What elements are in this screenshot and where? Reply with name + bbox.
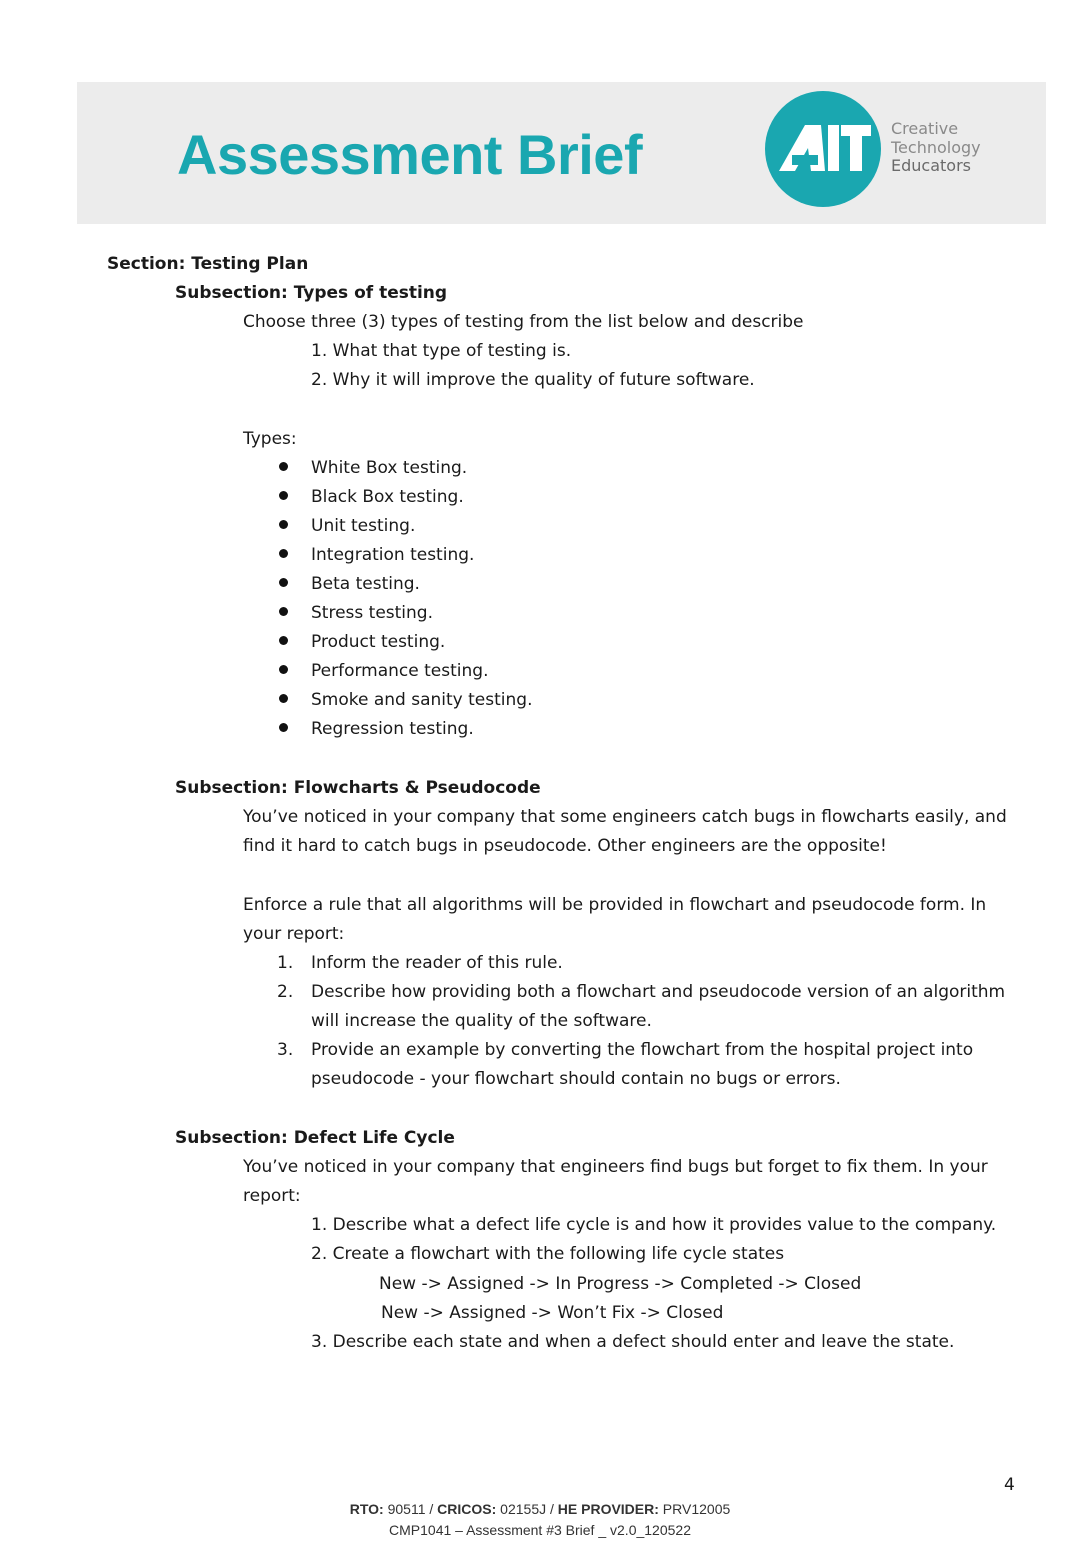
list-item: Integration testing.	[311, 545, 475, 565]
subsection-heading-defect: Subsection: Defect Life Cycle	[175, 1128, 455, 1148]
bullet-icon	[279, 549, 288, 558]
page-number: 4	[1004, 1475, 1015, 1495]
flowchart-para: Enforce a rule that all algorithms will be provided in flowchart and pseudocode form. In	[243, 895, 987, 915]
bullet-icon	[279, 520, 288, 529]
bullet-icon	[279, 636, 288, 645]
bullet-icon	[279, 723, 288, 732]
numbered-item: Provide an example by converting the flowchart from the hospital project into	[311, 1040, 974, 1060]
flowchart-para: your report:	[243, 924, 345, 944]
footer-provider-line	[0, 1501, 1080, 1517]
list-item: Black Box testing.	[311, 487, 464, 507]
numbered-marker: 3.	[277, 1040, 294, 1060]
numbered-marker: 1.	[277, 953, 294, 973]
flowchart-para: find it hard to catch bugs in pseudocode. Other engineers are the opposite!	[243, 836, 887, 856]
logo-wordmark: Creative Technology Educators	[891, 119, 981, 175]
subsection-heading-types: Subsection: Types of testing	[175, 283, 448, 303]
numbered-item: Inform the reader of this rule.	[311, 953, 563, 973]
list-item: Product testing.	[311, 632, 446, 652]
bullet-icon	[279, 462, 288, 471]
footer-he-label: HE PROVIDER:	[557, 1501, 659, 1517]
list-item: Unit testing.	[311, 516, 416, 536]
numbered-item: will increase the quality of the software.	[311, 1011, 652, 1031]
footer-rto-label: RTO:	[349, 1501, 384, 1517]
footer-rto-value: 90511 /	[383, 1501, 438, 1517]
list-item: Regression testing.	[311, 719, 474, 739]
bullet-icon	[279, 491, 288, 500]
header-banner	[77, 82, 1046, 224]
list-item: Performance testing.	[311, 661, 489, 681]
bullet-icon	[279, 578, 288, 587]
defect-step: 3. Describe each state and when a defect should enter and leave the state.	[311, 1332, 955, 1352]
list-item: White Box testing.	[311, 458, 468, 478]
bullet-icon	[279, 607, 288, 616]
list-item: Beta testing.	[311, 574, 420, 594]
defect-step: 2. Create a flowchart with the following life cycle states	[311, 1244, 785, 1264]
types-step: 2. Why it will improve the quality of future software.	[311, 370, 755, 390]
numbered-marker: 2.	[277, 982, 294, 1002]
lifecycle-flow: New -> Assigned -> In Progress -> Completed -> Closed	[379, 1274, 862, 1294]
section-heading: Section: Testing Plan	[107, 254, 309, 274]
flowchart-para: You’ve noticed in your company that some engineers catch bugs in flowcharts easily, and	[243, 807, 1007, 827]
types-label: Types:	[243, 429, 297, 449]
defect-para: report:	[243, 1186, 301, 1206]
list-item: Smoke and sanity testing.	[311, 690, 533, 710]
defect-para: You’ve noticed in your company that engineers find bugs but forget to fix them. In your	[243, 1157, 988, 1177]
bullet-icon	[279, 665, 288, 674]
footer-doc-ref: CMP1041 – Assessment #3 Brief _ v2.0_120522	[389, 1522, 691, 1538]
lifecycle-flow: New -> Assigned -> Won’t Fix -> Closed	[381, 1303, 724, 1323]
numbered-item: pseudocode - your flowchart should contain no bugs or errors.	[311, 1069, 841, 1089]
numbered-item: Describe how providing both a flowchart and pseudocode version of an algorithm	[311, 982, 1006, 1002]
types-intro: Choose three (3) types of testing from the list below and describe	[243, 312, 804, 332]
types-step: 1. What that type of testing is.	[311, 341, 572, 361]
list-item: Stress testing.	[311, 603, 433, 623]
page-title: Assessment Brief	[177, 123, 643, 186]
footer-cricos-label: CRICOS:	[437, 1501, 497, 1517]
ait-logo	[765, 91, 881, 207]
footer-cricos-value: 02155J /	[496, 1501, 558, 1517]
subsection-heading-flowcharts: Subsection: Flowcharts & Pseudocode	[175, 778, 541, 798]
footer-he-value: PRV12005	[658, 1501, 731, 1517]
defect-step: 1. Describe what a defect life cycle is and how it provides value to the company.	[311, 1215, 997, 1235]
bullet-icon	[279, 694, 288, 703]
ait-logo-mark-icon	[765, 91, 881, 207]
